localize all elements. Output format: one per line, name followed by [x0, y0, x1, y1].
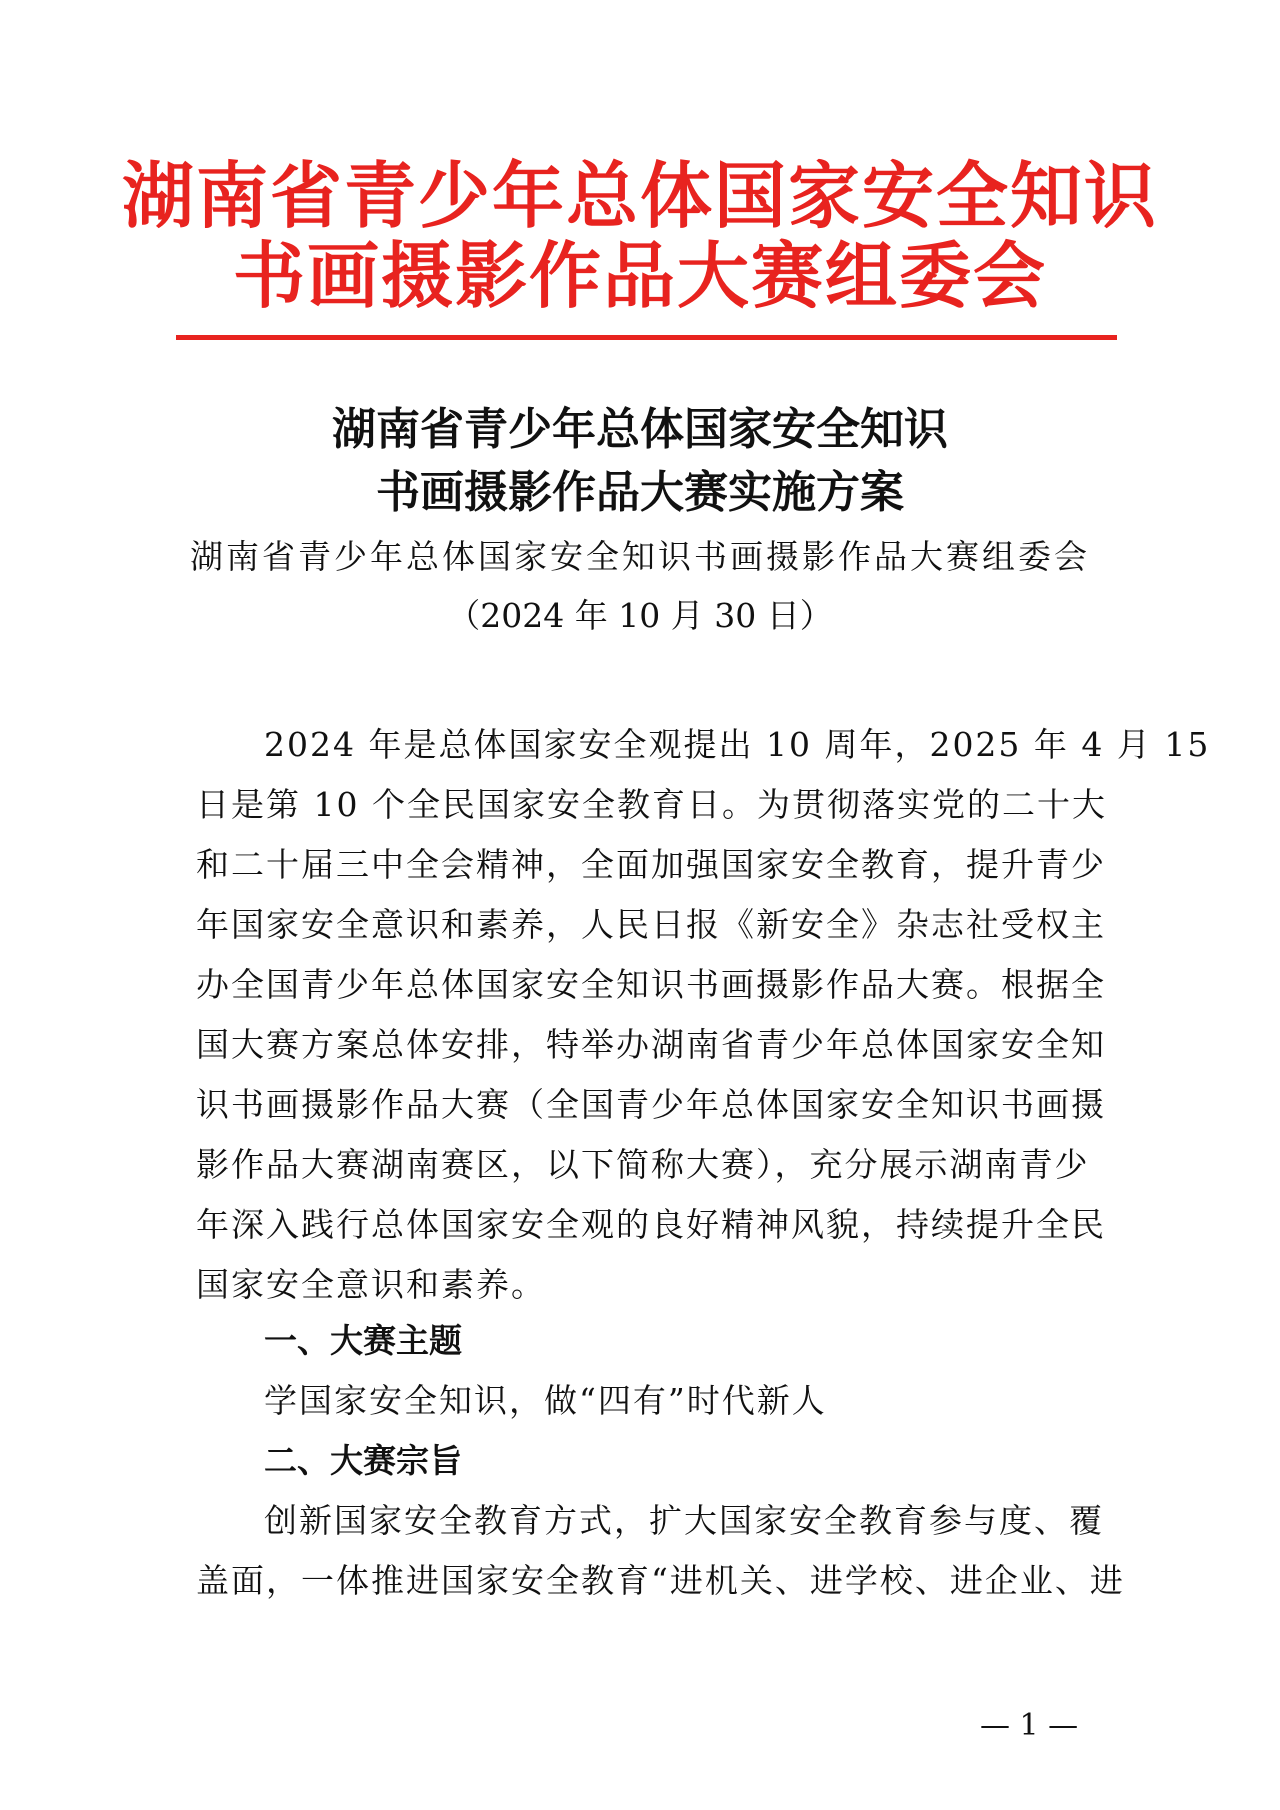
paragraph-line: 年深入践行总体国家安全观的良好精神风貌，持续提升全民 [196, 1205, 1106, 1244]
paragraph-line: 2024 年是总体国家安全观提出 10 周年，2025 年 4 月 15 [264, 725, 1211, 764]
paragraph-line: 和二十届三中全会精神，全面加强国家安全教育，提升青少 [196, 845, 1106, 884]
section-heading-theme: 一、大赛主题 [264, 1321, 462, 1360]
paragraph-line: 国大赛方案总体安排，特举办湖南省青少年总体国家安全知 [196, 1025, 1106, 1064]
issue-date: （2024 年 10 月 30 日） [447, 596, 833, 635]
purpose-paragraph [196, 1491, 1125, 1611]
paragraph-line: 识书画摄影作品大赛（全国青少年总体国家安全知识书画摄 [196, 1085, 1106, 1124]
paragraph-line: 日是第 10 个全民国家安全教育日。为贯彻落实党的二十大 [196, 785, 1107, 824]
issuer-line: 湖南省青少年总体国家安全知识书画摄影作品大赛组委会 [190, 537, 1090, 576]
issuing-body-title-line1: 湖南省青少年总体国家安全知识 [121, 153, 1158, 238]
red-divider [176, 335, 1117, 340]
section-heading-purpose: 二、大赛宗旨 [264, 1441, 462, 1480]
paragraph-line: 办全国青少年总体国家安全知识书画摄影作品大赛。根据全 [196, 965, 1106, 1004]
page-number: — 1 — [980, 1708, 1079, 1743]
theme-text: 学国家安全知识，做“四有”时代新人 [264, 1381, 827, 1420]
intro-paragraph [196, 715, 1211, 1315]
document-title-line1: 湖南省青少年总体国家安全知识 [332, 404, 948, 455]
issuing-body-title-line2: 书画摄影作品大赛组委会 [232, 233, 1047, 318]
paragraph-line: 国家安全意识和素养。 [196, 1265, 546, 1304]
paragraph-line: 年国家安全意识和素养，人民日报《新安全》杂志社受权主 [196, 905, 1106, 944]
paragraph-line: 创新国家安全教育方式，扩大国家安全教育参与度、覆 [264, 1501, 1104, 1540]
paragraph-line: 影作品大赛湖南赛区，以下简称大赛），充分展示湖南青少 [196, 1145, 1090, 1184]
paragraph-line: 盖面，一体推进国家安全教育“进机关、进学校、进企业、进 [196, 1561, 1125, 1600]
document-title-line2: 书画摄影作品大赛实施方案 [376, 467, 904, 518]
